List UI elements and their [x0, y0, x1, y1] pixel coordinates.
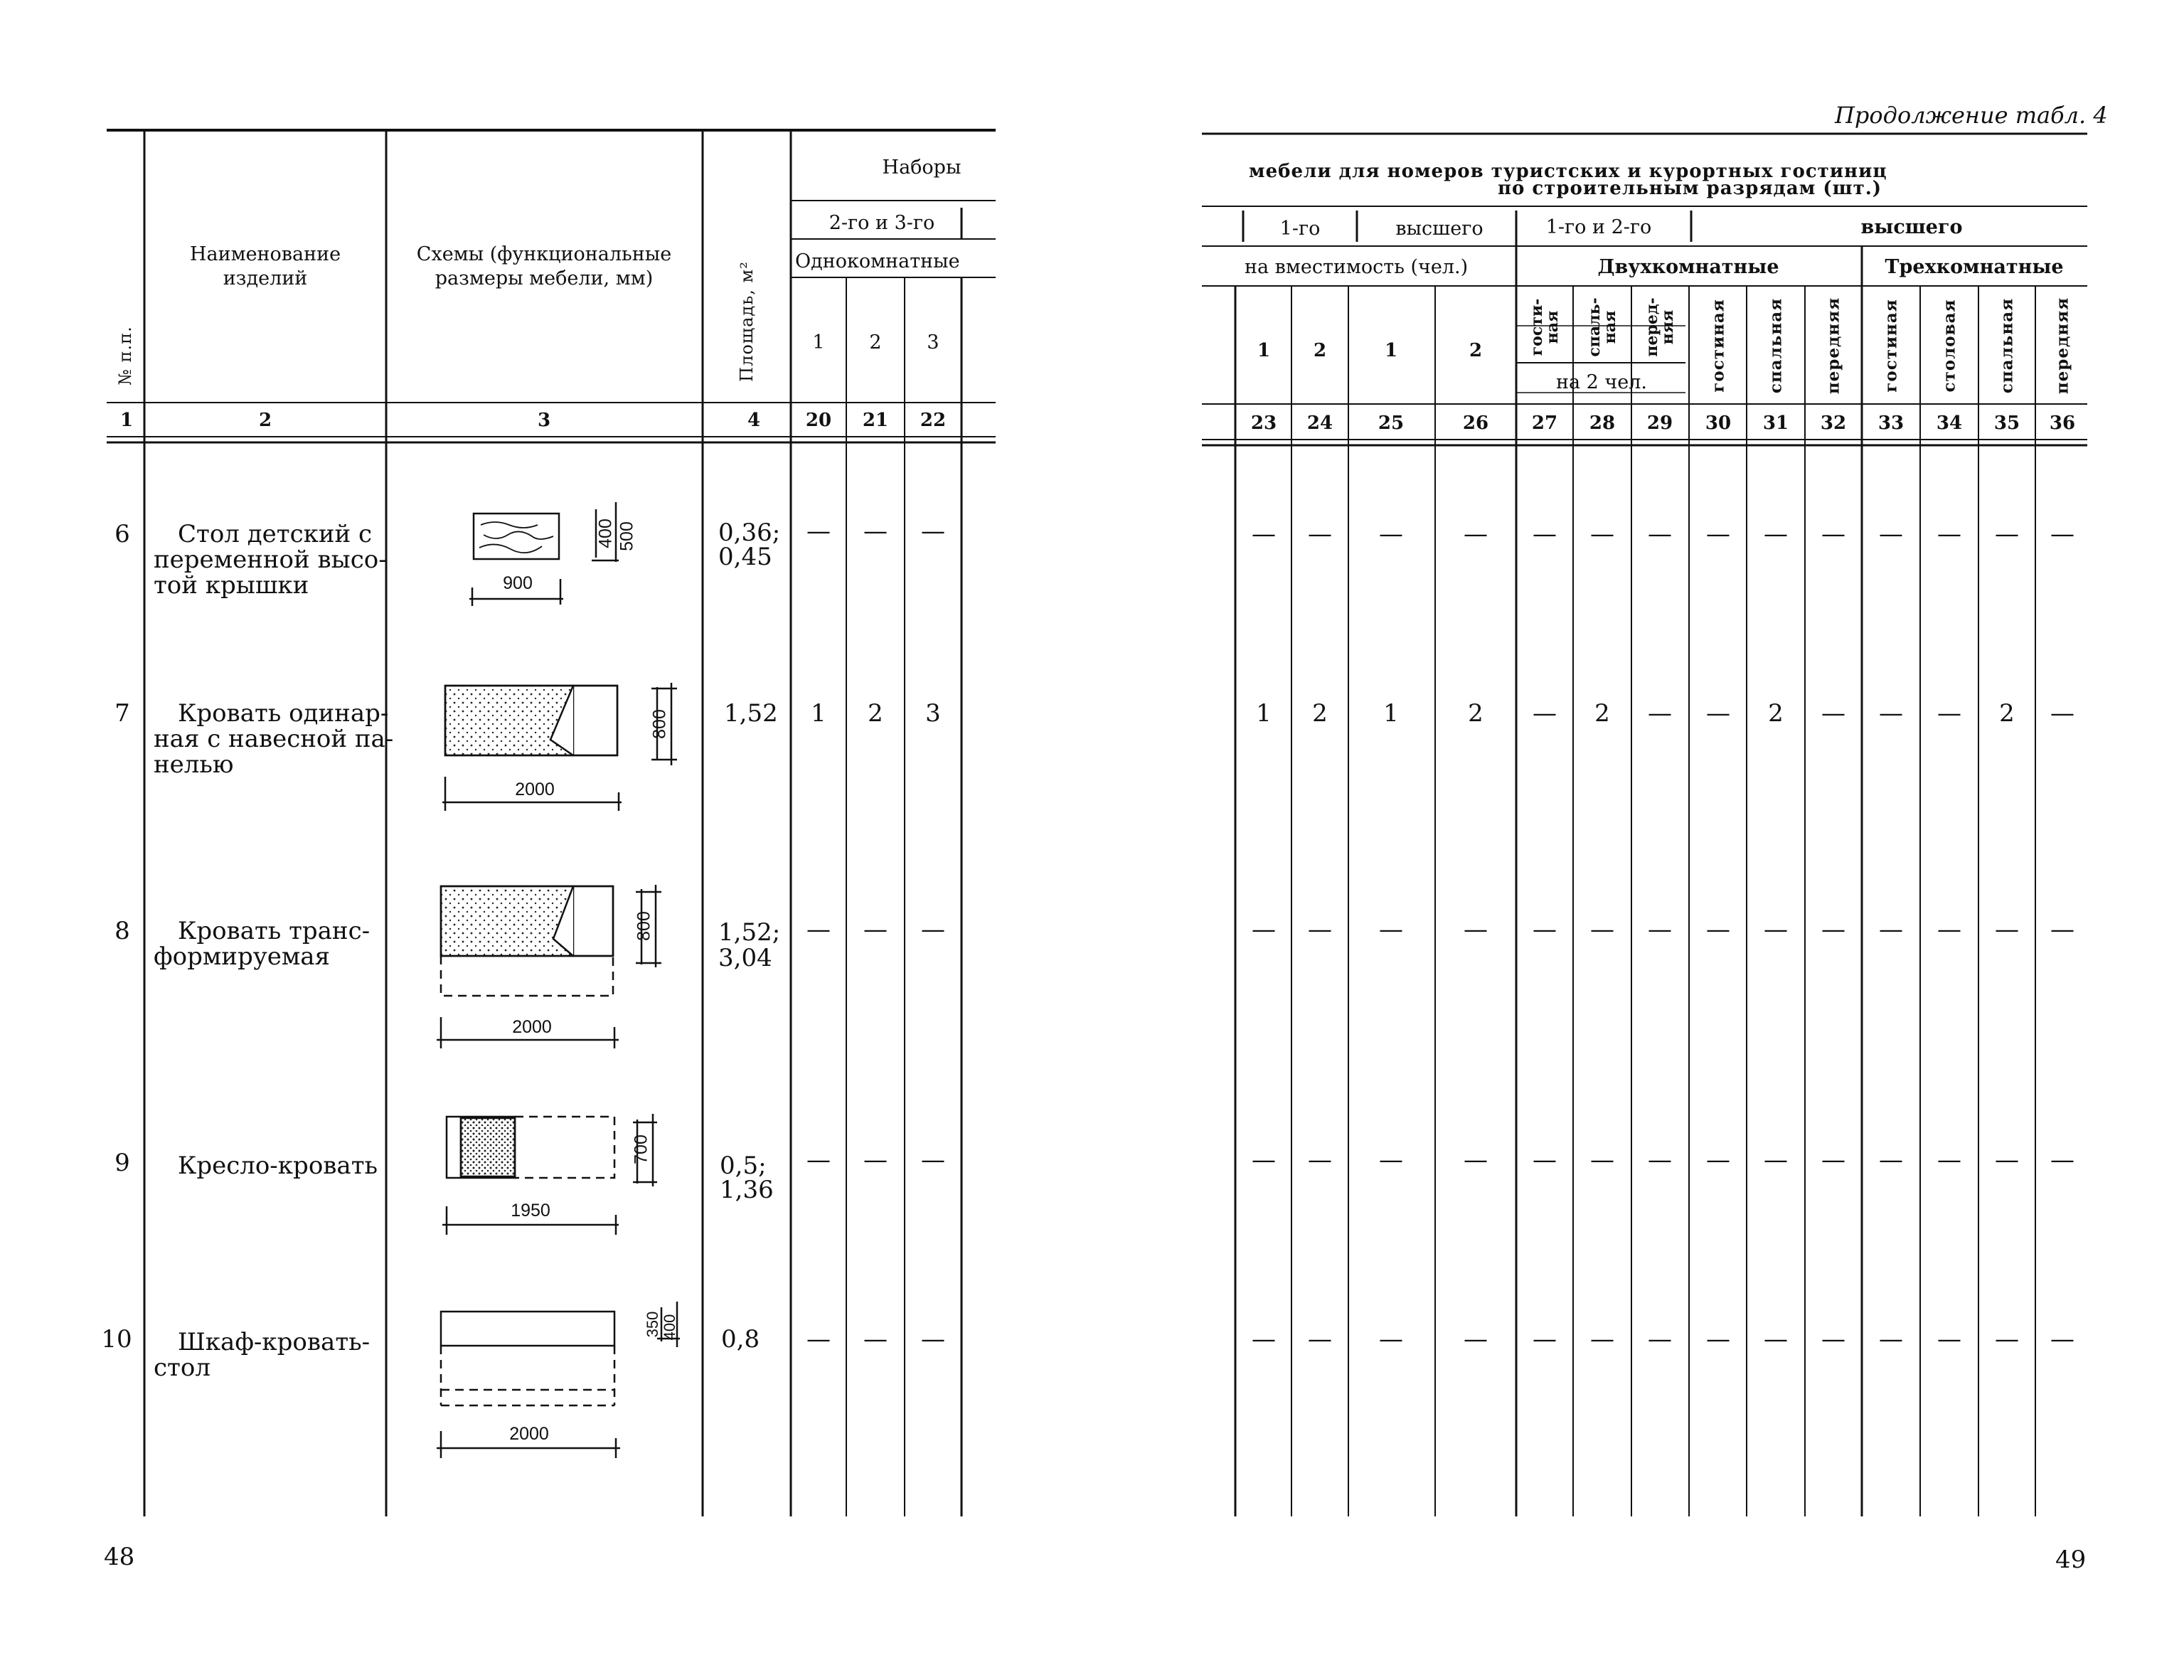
colnum: 31: [1762, 413, 1789, 434]
colnum: 28: [1589, 413, 1616, 434]
grade-value: —: [2050, 1325, 2074, 1354]
set-value: —: [921, 1325, 945, 1354]
area: 0,5;: [720, 1152, 767, 1180]
grade-value: —: [1379, 520, 1403, 548]
grade-value: —: [1937, 1146, 1961, 1174]
set-value: —: [806, 915, 831, 944]
grade-top2: высшего: [1860, 216, 1963, 238]
sub-3: 3: [927, 331, 939, 353]
grade-value: —: [1464, 520, 1488, 548]
row-name-line: ная с навесной па-: [154, 725, 394, 753]
grade-value: —: [1252, 1325, 1276, 1354]
page-number-right: 49: [2055, 1546, 2087, 1574]
area: 1,36: [720, 1176, 774, 1204]
rooms-header: Однокомнатные: [795, 250, 960, 272]
grade-value: 2: [1312, 699, 1328, 728]
grade-value: —: [1590, 915, 1614, 944]
room-vertical: передняя: [1823, 297, 1843, 395]
row-name-line: Шкаф-кровать-: [178, 1328, 371, 1356]
grade-value: 2: [1468, 699, 1483, 728]
grade-value: 1: [1256, 699, 1272, 728]
colnum: 24: [1306, 413, 1333, 434]
grade-value: —: [2050, 1146, 2074, 1174]
row-name-line: Кровать транс-: [178, 917, 371, 945]
grade-value: —: [1764, 1146, 1788, 1174]
grade-value: —: [2050, 915, 2074, 944]
grade-value: —: [1648, 1325, 1672, 1354]
colnum: 29: [1646, 413, 1673, 434]
grade-value: —: [1464, 915, 1488, 944]
grade-value: —: [1937, 1325, 1961, 1354]
grade-value: —: [1821, 915, 1845, 944]
area: 3,04: [718, 944, 772, 972]
continuation-label: Продолжение табл. 4: [1835, 102, 2108, 129]
schema-bed-7: [442, 683, 677, 811]
grade-value: —: [1590, 1325, 1614, 1354]
room-vertical: гостиная: [1881, 299, 1901, 393]
colnum: 34: [1936, 413, 1963, 434]
set-value: —: [806, 1325, 831, 1354]
grade-value: —: [1648, 520, 1672, 548]
grade-value: —: [2050, 520, 2074, 548]
capacity-header: на вместимость (чел.): [1245, 256, 1469, 278]
dim-width: 900: [503, 573, 533, 593]
grade-value: —: [1379, 1146, 1403, 1174]
grade-value: —: [1533, 1146, 1557, 1174]
grade-value: —: [1379, 915, 1403, 944]
grade-value: —: [1821, 699, 1845, 728]
colnum: 26: [1462, 413, 1489, 434]
grade-value: 2: [1768, 699, 1784, 728]
colnum: 3: [537, 410, 551, 431]
people-4: 2: [1469, 340, 1483, 361]
area: 0,8: [721, 1325, 760, 1354]
room-vertical: спальная: [1766, 297, 1786, 394]
colnum: 32: [1820, 413, 1847, 434]
grade-value: —: [1252, 1146, 1276, 1174]
dim-width: 2000: [512, 1017, 552, 1037]
row-num: 9: [114, 1149, 130, 1177]
dim-height: 400: [595, 519, 616, 548]
room-vertical: спальная: [1997, 297, 2017, 394]
row-name-line: нелью: [154, 750, 234, 779]
grade-value: —: [1879, 1146, 1903, 1174]
grade-value: —: [1533, 520, 1557, 548]
grade-value: —: [2050, 699, 2074, 728]
short-room-bed: спаль- ная: [1585, 297, 1619, 357]
grade-value: —: [1464, 1146, 1488, 1174]
grade-value: —: [1706, 520, 1730, 548]
grade-value: —: [1764, 1325, 1788, 1354]
set-value: —: [863, 915, 888, 944]
set-value: —: [806, 1146, 831, 1174]
colnum: 20: [805, 410, 832, 431]
colnum: 25: [1378, 413, 1405, 434]
grade-value: —: [1879, 1325, 1903, 1354]
dim-height: 350: [644, 1311, 661, 1338]
sub-2: 2: [869, 331, 882, 353]
people-3: 1: [1384, 340, 1398, 361]
room-vertical: гостиная: [1708, 299, 1728, 393]
colnum: 30: [1705, 413, 1732, 434]
row-num: 8: [114, 917, 130, 945]
page-number-left: 48: [104, 1543, 135, 1571]
col-name-header-2: изделий: [223, 267, 308, 289]
grade-value: —: [1821, 520, 1845, 548]
grade-value: —: [1937, 915, 1961, 944]
people-2: 2: [1313, 340, 1327, 361]
colnum: 21: [862, 410, 889, 431]
col-scheme-header-1: Схемы (функциональные: [416, 243, 672, 265]
colnum: 23: [1250, 413, 1277, 434]
colnum: 35: [1993, 413, 2020, 434]
grade-value: —: [1379, 1325, 1403, 1354]
grade-value: —: [1764, 520, 1788, 548]
area: 1,52;: [718, 918, 781, 947]
grade-value: —: [1879, 915, 1903, 944]
grade-value: —: [1706, 1146, 1730, 1174]
grade-value: 1: [1383, 699, 1399, 728]
dim-width: 2000: [509, 1424, 549, 1444]
short-room-guest: гости- ная: [1528, 298, 1562, 356]
grade-value: —: [1464, 1325, 1488, 1354]
area: 0,36;: [718, 519, 781, 547]
dim-height: 500: [617, 521, 637, 551]
row-name-line: Стол детский с: [178, 520, 373, 548]
set-value: 1: [811, 699, 826, 728]
row-name-line: переменной высо-: [154, 546, 387, 574]
grade-value: —: [1879, 520, 1903, 548]
grade-value: —: [1648, 915, 1672, 944]
dim-height: 800: [649, 709, 670, 739]
grade-value: —: [1706, 915, 1730, 944]
grade-value: —: [1590, 1146, 1614, 1174]
grade-value: —: [1252, 520, 1276, 548]
grade-value: —: [1533, 699, 1557, 728]
grade-value: —: [1706, 699, 1730, 728]
row-name-line: Кровать одинар-: [178, 699, 389, 728]
col-scheme-header-2: размеры мебели, мм): [435, 267, 654, 289]
grade-value: —: [1648, 699, 1672, 728]
row-name-line: той крышки: [154, 571, 309, 600]
grade-top: высшего: [1395, 218, 1483, 240]
set-value: —: [806, 517, 831, 546]
grade-value: —: [1308, 1325, 1332, 1354]
colnum: 22: [920, 410, 947, 431]
grade-value: —: [1308, 520, 1332, 548]
grade-value: —: [1252, 915, 1276, 944]
set-value: —: [921, 517, 945, 546]
grade-value: —: [1533, 915, 1557, 944]
grade-value: —: [1995, 520, 2019, 548]
grade-value: 2: [1999, 699, 2015, 728]
sub-1: 1: [812, 331, 825, 353]
grade-value: —: [1995, 915, 2019, 944]
colnum: 1: [119, 410, 134, 431]
row-num: 6: [114, 520, 130, 548]
set-value: 3: [925, 699, 941, 728]
set-value: —: [921, 1146, 945, 1174]
grade-value: 2: [1594, 699, 1610, 728]
colnum: 33: [1877, 413, 1905, 434]
three-room-header: Трехкомнатные: [1885, 256, 2064, 278]
set-value: —: [863, 1325, 888, 1354]
colnum: 36: [2049, 413, 2076, 434]
colnum: 27: [1531, 413, 1558, 434]
grade-value: —: [1648, 1146, 1672, 1174]
area: 0,45: [718, 543, 772, 571]
schema-table-6: [469, 502, 619, 606]
col-area-header: Площадь, м²: [737, 261, 757, 382]
grade-value: —: [1764, 915, 1788, 944]
short-room-hall: перед- няя: [1643, 297, 1677, 357]
row-num: 7: [114, 699, 130, 728]
row-name-line: стол: [154, 1354, 211, 1382]
grade-value: —: [1937, 699, 1961, 728]
grade-1: 1-го: [1279, 218, 1321, 240]
grade-header: 2-го и 3-го: [829, 212, 935, 234]
set-value: —: [921, 915, 945, 944]
grade-value: —: [1879, 699, 1903, 728]
dim-width: 2000: [515, 780, 555, 799]
room-vertical: передняя: [2052, 297, 2072, 395]
dim-height: 400: [661, 1314, 678, 1341]
row-num: 10: [101, 1325, 132, 1354]
room-vertical: столовая: [1939, 299, 1959, 393]
grade-value: —: [1937, 520, 1961, 548]
right-title-line1: мебели для номеров туристских и курортных гостиниц: [1249, 161, 1887, 182]
col-name-header-1: Наименование: [189, 243, 341, 265]
two-room-header: Двухкомнатные: [1597, 256, 1779, 278]
grade-value: —: [1308, 1146, 1332, 1174]
dim-height: 800: [634, 911, 654, 941]
area: 1,52: [724, 699, 778, 728]
grade-value: —: [1995, 1325, 2019, 1354]
set-value: —: [863, 517, 888, 546]
grade-value: —: [1533, 1325, 1557, 1354]
grade-12: 1-го и 2-го: [1545, 216, 1652, 238]
sets-header: Наборы: [882, 156, 962, 179]
people-1: 1: [1257, 340, 1271, 361]
dim-height: 700: [631, 1134, 651, 1164]
grade-value: —: [1995, 1146, 2019, 1174]
grade-value: —: [1821, 1146, 1845, 1174]
set-value: 2: [868, 699, 883, 728]
grade-value: —: [1821, 1325, 1845, 1354]
right-title-line2: по строительным разрядам (шт.): [1498, 178, 1882, 199]
grade-value: —: [1706, 1325, 1730, 1354]
row-name-line: формируемая: [154, 942, 331, 971]
grade-value: —: [1308, 915, 1332, 944]
for-two-label: на 2 чел.: [1556, 371, 1647, 393]
row-name-line: Кресло-кровать: [178, 1152, 378, 1180]
set-value: —: [863, 1146, 888, 1174]
colnum: 2: [258, 410, 272, 431]
colnum: 4: [747, 410, 761, 431]
col-number-header: № п.п.: [115, 326, 135, 386]
grade-value: —: [1590, 520, 1614, 548]
dim-width: 1950: [511, 1201, 550, 1221]
